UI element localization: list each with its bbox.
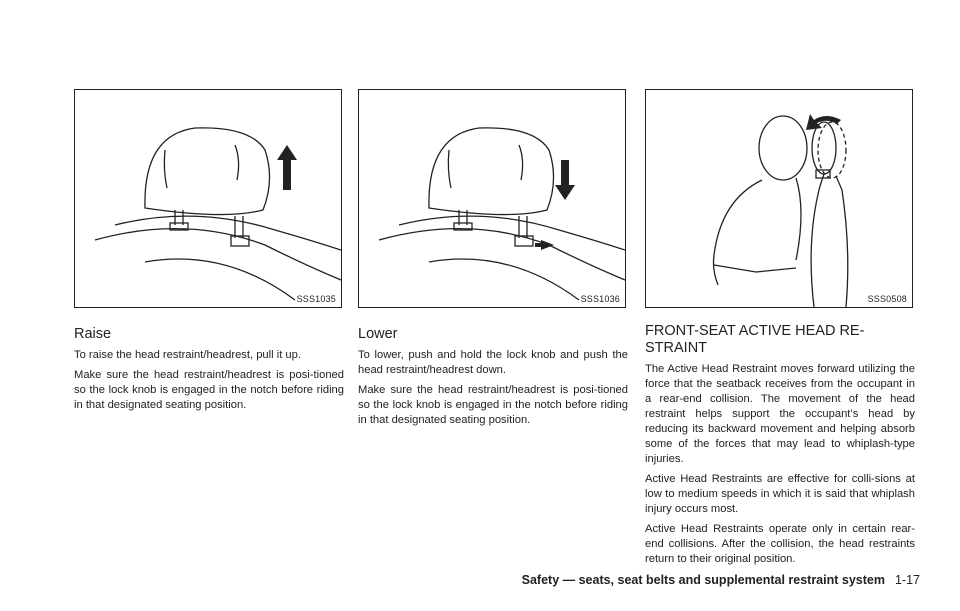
- section-heading: FRONT-SEAT ACTIVE HEAD RE-STRAINT: [645, 323, 865, 356]
- figure-code: SSS1035: [296, 294, 336, 304]
- column-lower: [358, 89, 628, 428]
- up-arrow-icon: [277, 145, 297, 190]
- figure-active-head-restraint: [645, 89, 913, 308]
- section-heading: Raise: [74, 326, 112, 342]
- figure-code: SSS1036: [580, 294, 620, 304]
- headrest-raise-illustration: [75, 90, 341, 307]
- figure-lower-headrest: [358, 89, 626, 308]
- paragraph: Active Head Restraints operate only in certain rear-end collisions. After the collision, the head restraints return to their original position.: [645, 523, 915, 565]
- paragraph: To lower, push and hold the lock knob and push the head restraint/headrest down.: [358, 349, 628, 376]
- headrest-lower-illustration: [359, 90, 625, 307]
- figure-raise-headrest: [74, 89, 342, 308]
- column-active-head-restraint: [645, 89, 915, 567]
- active-head-restraint-illustration: [646, 90, 912, 307]
- paragraph: The Active Head Restraint moves forward utilizing the force that the seatback receives from the occupant in a rear-end collision. The movement of the head restraint helps support the occupant’s head by reducing its backward movement and helping absorb some of the forces that may lead to whiplash-type injuries.: [645, 363, 915, 465]
- column-raise: [74, 89, 344, 413]
- footer-section-title: Safety — seats, seat belts and supplemental restraint system: [521, 573, 885, 587]
- paragraph: Make sure the head restraint/headrest is posi-tioned so the lock knob is engaged in the notch before riding in that designated seating position.: [74, 369, 344, 411]
- paragraph: To raise the head restraint/headrest, pull it up.: [74, 349, 301, 361]
- page-footer: [522, 573, 920, 587]
- paragraph: Active Head Restraints are effective for colli-sions at low to medium speeds in which it is said that whiplash injury occurs most.: [645, 473, 915, 515]
- down-arrow-icon: [555, 160, 575, 200]
- figure-code: SSS0508: [867, 294, 907, 304]
- paragraph: Make sure the head restraint/headrest is posi-tioned so the lock knob is engaged in the notch before riding in that designated seating position.: [358, 384, 628, 426]
- page-number: 1-17: [894, 573, 920, 587]
- section-heading: Lower: [358, 326, 398, 342]
